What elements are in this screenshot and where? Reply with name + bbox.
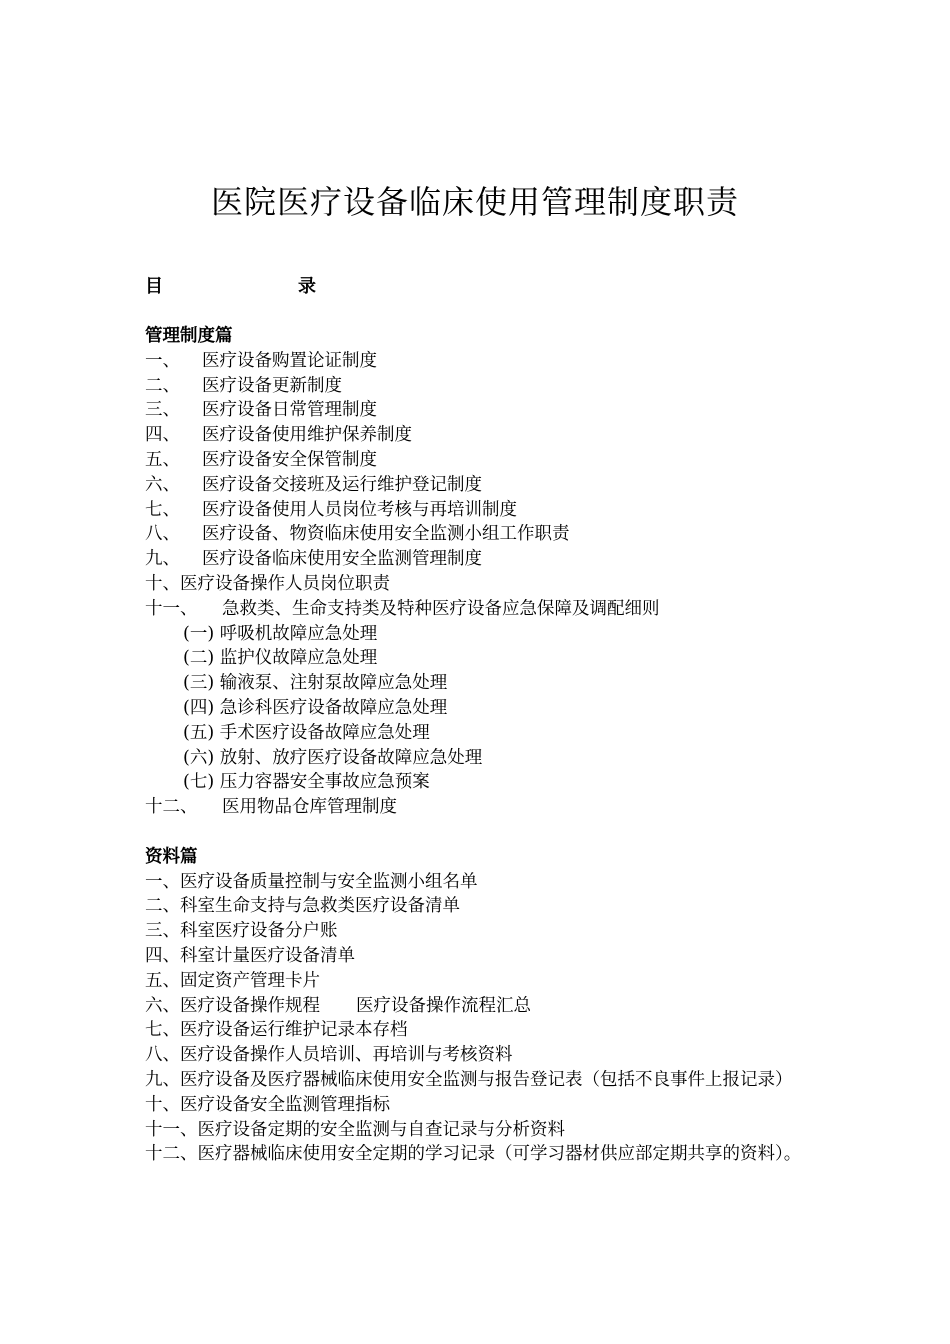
- materials-item-text: 医疗设备操作流程汇总: [356, 995, 531, 1016]
- toc-item: [145, 423, 810, 448]
- toc-heading: [145, 275, 316, 299]
- toc-subitem-text: 输液泵、注射泵故障应急处理: [219, 673, 448, 694]
- toc-subitem: [145, 622, 810, 647]
- toc-subitem-text: 呼吸机故障应急处理: [219, 623, 378, 644]
- toc-item: [145, 522, 810, 547]
- toc-subitem-text: 放射、放疗医疗设备故障应急处理: [219, 747, 483, 768]
- toc-item-number: 五、: [145, 449, 180, 470]
- toc-item: [145, 572, 810, 597]
- toc-subitem-number: (五): [183, 722, 215, 743]
- materials-item: 三、科室医疗设备分户账: [145, 921, 338, 942]
- toc-item: [145, 398, 810, 423]
- toc-item: [145, 349, 810, 374]
- toc-subitem-number: (二): [183, 648, 215, 669]
- toc-content: [145, 324, 810, 1167]
- toc-item: [145, 547, 810, 572]
- toc-item-text: 医用物品仓库管理制度: [222, 797, 397, 818]
- toc-item-text: 医疗设备使用人员岗位考核与再培训制度: [202, 499, 517, 520]
- materials-item: [145, 994, 810, 1019]
- toc-item-number: 二、: [145, 375, 180, 396]
- toc-item-number: 十二、: [145, 797, 198, 818]
- toc-item-text: 医疗设备交接班及运行维护登记制度: [202, 474, 482, 495]
- toc-item: [145, 597, 810, 622]
- toc-item: [145, 498, 810, 523]
- toc-subitem-text: 手术医疗设备故障应急处理: [219, 722, 430, 743]
- materials-item: 二、科室生命支持与急救类医疗设备清单: [145, 896, 460, 917]
- materials-item-text: 六、医疗设备操作规程: [145, 995, 320, 1016]
- toc-item: [145, 448, 810, 473]
- toc-item-number: 九、: [145, 549, 180, 570]
- materials-item: 十二、医疗器械临床使用安全定期的学习记录（可学习器材供应部定期共享的资料）。: [145, 1144, 802, 1165]
- toc-item: [145, 473, 810, 498]
- materials-item: 七、医疗设备运行维护记录本存档: [145, 1020, 408, 1041]
- toc-subitem-number: (三): [183, 673, 215, 694]
- materials-item: 一、医疗设备质量控制与安全监测小组名单: [145, 871, 478, 892]
- toc-subitem-text: 监护仪故障应急处理: [219, 648, 378, 669]
- toc-item-text: 医疗设备安全保管制度: [202, 449, 377, 470]
- toc-subitem: [145, 721, 810, 746]
- toc-item-number: 十一、: [145, 598, 198, 619]
- toc-item-number: 四、: [145, 425, 180, 446]
- materials-item: 八、医疗设备操作人员培训、再培训与考核资料: [145, 1045, 513, 1066]
- toc-item-number: 八、: [145, 524, 180, 545]
- toc-subitem: [145, 770, 810, 795]
- toc-heading-right: 录: [298, 276, 316, 297]
- toc-item-text: 医疗设备临床使用安全监测管理制度: [202, 549, 482, 570]
- materials-item: 十一、医疗设备定期的安全监测与自查记录与分析资料: [145, 1119, 565, 1140]
- document-title: 医院医疗设备临床使用管理制度职责: [210, 183, 739, 221]
- toc-subitem-number: (四): [183, 697, 215, 718]
- toc-subitem: [145, 696, 810, 721]
- toc-item-number: 七、: [145, 499, 180, 520]
- toc-subitem-number: (一): [183, 623, 215, 644]
- toc-subitem: [145, 671, 810, 696]
- management-section-heading: 管理制度篇: [145, 326, 233, 346]
- toc-subitem-number: (七): [183, 772, 215, 793]
- toc-item: [145, 795, 810, 820]
- toc-item-text: 医疗设备购置论证制度: [202, 350, 377, 371]
- toc-item-text: 医疗设备日常管理制度: [202, 400, 377, 421]
- toc-item: [145, 374, 810, 399]
- toc-subitem-number: (六): [183, 747, 215, 768]
- toc-item-text: 医疗设备使用维护保养制度: [202, 425, 412, 446]
- toc-item-text: 急救类、生命支持类及特种医疗设备应急保障及调配细则: [222, 598, 660, 619]
- toc-item-number: 三、: [145, 400, 180, 421]
- toc-subitem-text: 压力容器安全事故应急预案: [219, 772, 430, 793]
- toc-item-text: 医疗设备操作人员岗位职责: [180, 573, 390, 594]
- toc-heading-left: 目: [145, 276, 163, 297]
- toc-subitem: [145, 746, 810, 771]
- toc-subitem-text: 急诊科医疗设备故障应急处理: [219, 697, 448, 718]
- toc-item-text: 医疗设备、物资临床使用安全监测小组工作职责: [202, 524, 570, 545]
- materials-item: 四、科室计量医疗设备清单: [145, 945, 355, 966]
- toc-item-number: 六、: [145, 474, 180, 495]
- toc-subitem: [145, 646, 810, 671]
- materials-section-heading: 资料篇: [145, 846, 198, 867]
- materials-item: 九、医疗设备及医疗器械临床使用安全监测与报告登记表（包括不良事件上报记录）: [145, 1069, 793, 1090]
- materials-item: 五、固定资产管理卡片: [145, 970, 320, 991]
- toc-item-number: 一、: [145, 350, 180, 371]
- materials-item: 十、医疗设备安全监测管理指标: [145, 1094, 390, 1115]
- toc-item-number: 十、: [145, 573, 180, 594]
- toc-item-text: 医疗设备更新制度: [202, 375, 342, 396]
